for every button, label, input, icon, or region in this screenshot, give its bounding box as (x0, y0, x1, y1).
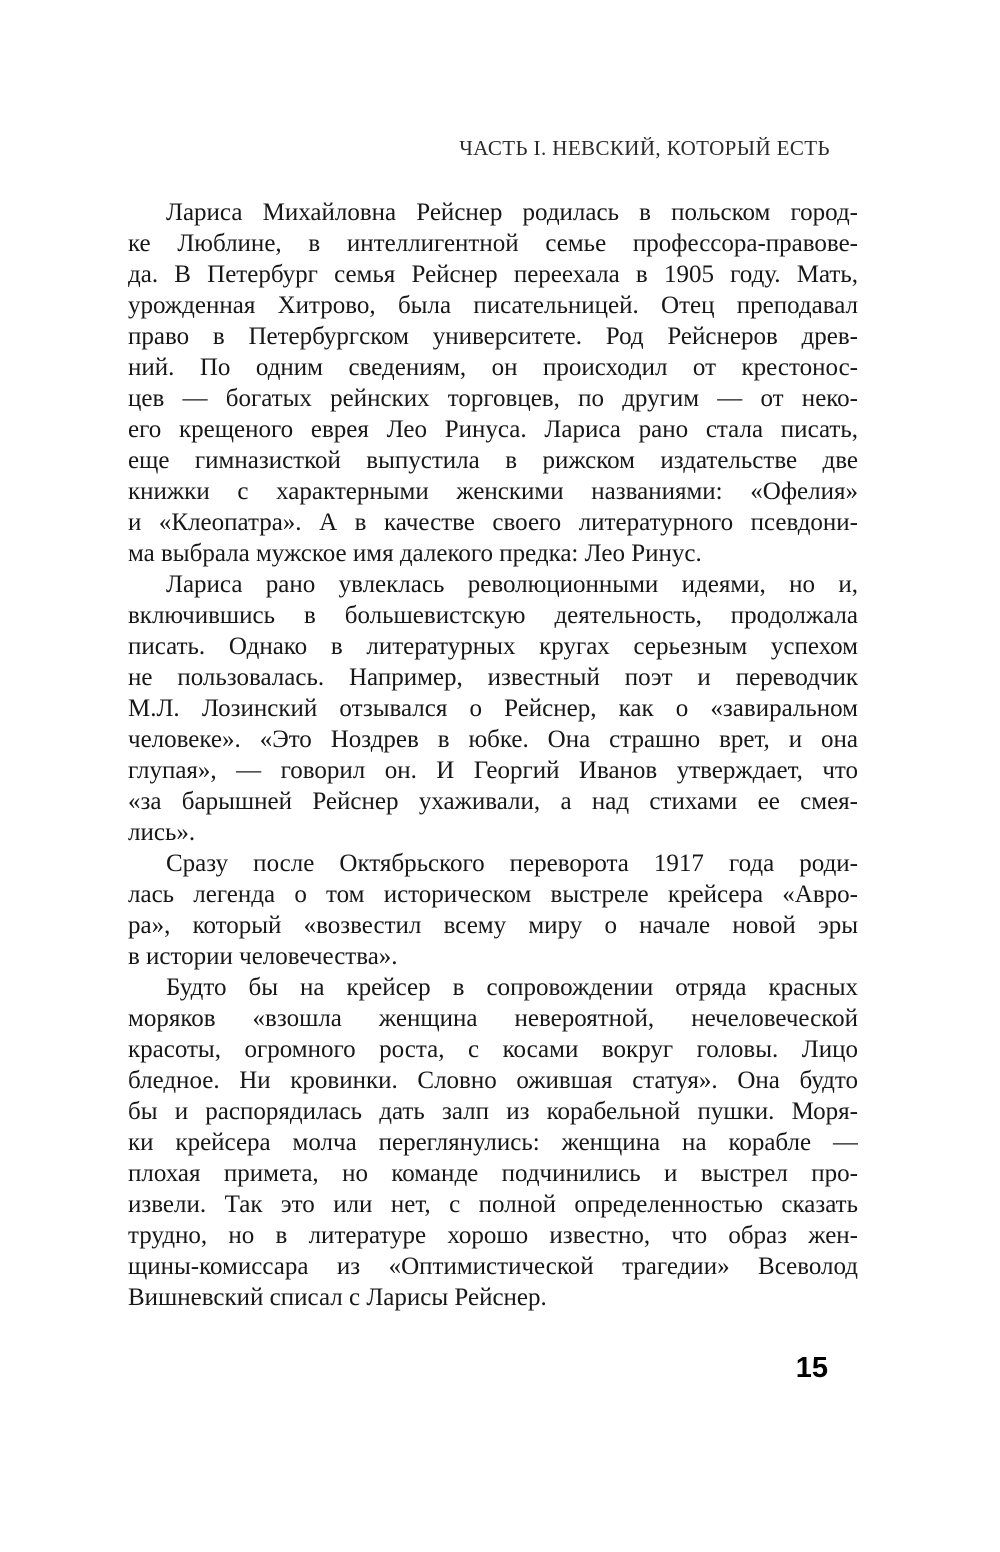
paragraph (128, 972, 858, 1313)
text-line: его крещеного еврея Лео Ринуса. Лариса рано стала писать, (128, 416, 858, 443)
text-line: бы и распорядилась дать залп из корабельной пушки. Моря- (128, 1098, 858, 1125)
paragraph (128, 569, 858, 848)
running-header: ЧАСТЬ I. НЕВСКИЙ, КОТОРЫЙ ЕСТЬ (459, 136, 830, 160)
body-text (128, 197, 858, 1313)
text-line: право в Петербургском университете. Род Рейснеров древ- (128, 323, 858, 350)
page-number: 15 (795, 1352, 828, 1384)
text-line: и «Клеопатра». А в качестве своего литературного псевдони- (128, 509, 858, 536)
text-line: моряков «взошла женщина невероятной, нечеловеческой (128, 1005, 858, 1032)
text-line: Сразу после Октябрьского переворота 1917 года роди- (166, 850, 858, 877)
text-line: щины-комиссара из «Оптимистической трагедии» Всеволод (128, 1253, 858, 1280)
text-line: плохая примета, но команде подчинились и выстрел про- (128, 1160, 858, 1187)
text-line: Лариса рано увлеклась революционными идеями, но и, (166, 571, 858, 598)
text-line: урожденная Хитрово, была писательницей. Отец преподавал (128, 292, 858, 319)
text-line: «за барышней Рейснер ухаживали, а над стихами ее смея- (128, 788, 858, 815)
text-line: Лариса Михайловна Рейснер родилась в польском город- (166, 199, 858, 226)
paragraph (128, 197, 858, 569)
text-line: ний. По одним сведениям, он происходил от крестонос- (128, 354, 858, 381)
text-line: ке Люблине, в интеллигентной семье профессора-правове- (128, 230, 858, 257)
text-line: ки крейсера молча переглянулись: женщина на корабле — (128, 1129, 858, 1156)
text-line: писать. Однако в литературных кругах серьезным успехом (128, 633, 858, 660)
text-line: человеке». «Это Ноздрев в юбке. Она страшно врет, и она (128, 726, 858, 753)
text-line: цев — богатых рейнских торговцев, по другим — от неко- (128, 385, 858, 412)
paragraph (128, 848, 858, 972)
text-line: лись». (128, 819, 196, 846)
text-line: Будто бы на крейсер в сопровождении отряда красных (166, 974, 858, 1001)
text-line: трудно, но в литературе хорошо известно, что образ жен- (128, 1222, 858, 1249)
text-line: М.Л. Лозинский отзывался о Рейснер, как о «завиральном (128, 695, 858, 722)
text-line: Вишневский списал с Ларисы Рейснер. (128, 1284, 547, 1311)
text-line: ра», который «возвестил всему миру о начале новой эры (128, 912, 858, 939)
text-line: да. В Петербург семья Рейснер переехала в 1905 году. Мать, (128, 261, 858, 288)
text-line: ма выбрала мужское имя далекого предка: Лео Ринус. (128, 540, 702, 567)
text-line: красоты, огромного роста, с косами вокруг головы. Лицо (128, 1036, 858, 1063)
text-line: извели. Так это или нет, с полной определенностью сказать (128, 1191, 858, 1218)
text-line: лась легенда о том историческом выстреле крейсера «Авро- (128, 881, 858, 908)
text-line: книжки с характерными женскими названиями: «Офелия» (128, 478, 858, 505)
text-line: не пользовалась. Например, известный поэт и переводчик (128, 664, 858, 691)
text-line: включившись в большевистскую деятельность, продолжала (128, 602, 858, 629)
text-line: еще гимназисткой выпустила в рижском издательстве две (128, 447, 858, 474)
text-line: бледное. Ни кровинки. Словно ожившая статуя». Она будто (128, 1067, 858, 1094)
text-line: в истории человечества». (128, 943, 398, 970)
text-line: глупая», — говорил он. И Георгий Иванов утверждает, что (128, 757, 858, 784)
